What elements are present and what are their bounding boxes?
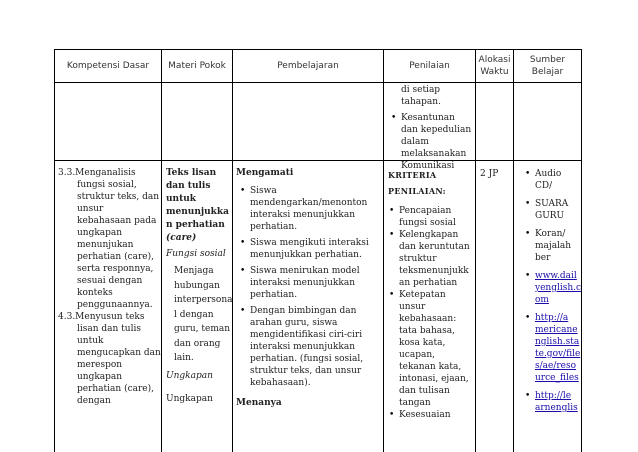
text-line: (care) (166, 233, 197, 243)
header-alokasi-waktu (476, 54, 513, 78)
text-line: melaksanakan (401, 149, 467, 159)
header-bottom-border (54, 82, 582, 83)
text-line: ungkapan (77, 372, 123, 382)
text-line: an perhatian (399, 278, 458, 288)
text-line: interaksi menunjukkan (250, 210, 356, 220)
text-line: n perhatian (166, 220, 225, 230)
text-line: • Siswa mengikuti interaksi (250, 238, 369, 248)
text-line: menunjukan (77, 240, 134, 250)
list-item (401, 112, 471, 172)
text-line: PENILAIAN: (388, 186, 446, 196)
text-line: • Kelengkapan (399, 230, 459, 240)
text-line: intonasi, ejaan, (399, 374, 469, 384)
list-item (399, 409, 470, 421)
list-item (535, 198, 581, 222)
text-line: te.gov/file (535, 349, 581, 359)
table-top-border (54, 49, 582, 50)
list-item (535, 168, 581, 192)
text-line: • Ketepatan (399, 290, 446, 300)
text-line: Waktu (480, 67, 509, 77)
materi-title (166, 167, 233, 245)
text-line: struktur teks, dan unsur (250, 366, 362, 376)
text-line: om (535, 295, 549, 305)
text-line: 3.3.Menganalisis (58, 168, 136, 178)
alokasi-waktu-value: 2 JP (480, 169, 499, 179)
col-line-6 (581, 49, 582, 452)
text-line: perhatian. (250, 222, 298, 232)
text-line: ber (535, 253, 551, 263)
text-line: urce_files (535, 373, 579, 383)
text-line: untuk (77, 336, 104, 346)
text-line: • Pencapaian (399, 206, 452, 216)
text-line: merespon (77, 360, 123, 370)
text-line: dalam (401, 137, 429, 147)
text-line: interaksi menunjukkan (250, 278, 356, 288)
text-line: interaksi menunjukkan (250, 342, 356, 352)
list-item (250, 185, 369, 233)
text-line: nglish.sta (535, 337, 580, 347)
text-line: fungsi sosial (399, 218, 456, 228)
text-line: lain. (174, 353, 194, 363)
resource-link-americanenglish[interactable] (535, 312, 581, 384)
text-line: KRITERIA (388, 170, 437, 180)
text-line: arahan guru, siswa (250, 318, 338, 328)
text-line: majalah (535, 241, 572, 251)
text-line: perhatian (care), (77, 252, 154, 262)
text-line: • Koran/ (535, 229, 566, 239)
text-line: teksmenunjukk (399, 266, 469, 276)
text-line: tata bahasa, (399, 326, 455, 336)
text-line: penggunaannya. (77, 300, 153, 310)
text-line: dan orang (174, 338, 221, 349)
mengamati-heading: Mengamati (236, 168, 294, 178)
header-materi-pokok: Materi Pokok (168, 61, 226, 71)
text-line: CD/ (535, 181, 553, 191)
materi-pokok-cell (166, 167, 233, 406)
text-line: • Siswa menirukan model (250, 266, 360, 276)
text-line: • Audio (535, 169, 562, 179)
menanya-heading: Menanya (236, 398, 282, 408)
text-line: guru, teman (174, 324, 231, 334)
text-line: • www.dail (535, 271, 577, 281)
text-line: dan tulisan (399, 386, 450, 396)
row-divider (54, 160, 582, 161)
text-line: konteks (77, 288, 113, 298)
text-line: l dengan (174, 309, 214, 320)
text-line: kebahasaan). (250, 378, 311, 388)
text-line: Komunikasi (401, 161, 455, 171)
text-line: ucapan, (399, 350, 435, 360)
text-line: tahapan. (401, 97, 441, 107)
sumber-belajar-cell (535, 168, 581, 414)
col-line-1 (161, 49, 162, 452)
text-line: menunjukka (166, 207, 229, 217)
text-line: serta responnya, (77, 264, 154, 274)
text-line: Sumber (529, 55, 566, 65)
text-line: • Dengan bimbingan dan (250, 306, 357, 316)
text-line: mengucapkan dan (77, 348, 161, 358)
col-line-0 (54, 49, 55, 452)
text-line: tekanan kata, (399, 362, 462, 372)
text-line: Belajar (531, 67, 564, 77)
list-item (399, 289, 470, 409)
resource-link-learnenglish[interactable] (535, 390, 581, 414)
text-line: struktur (399, 254, 437, 264)
penilaian-cell (388, 169, 470, 421)
text-line: hubungan (174, 280, 220, 291)
text-line: dengan (77, 396, 111, 406)
text-line: dan tulis (166, 181, 211, 191)
text-line: 4.3.Menyusun teks (58, 312, 145, 322)
text-line: untuk (166, 194, 197, 204)
text-line: Teks lisan (166, 168, 217, 178)
col-line-5 (513, 49, 514, 452)
text-line: mendengarkan/menonton (250, 198, 368, 208)
text-line: Alokasi (478, 55, 511, 65)
text-line: perhatian. (fungsi sosial, (250, 354, 364, 364)
text-line: tangan (399, 398, 431, 408)
text-line: dan keruntutan (399, 242, 470, 252)
fungsi-sosial-label: Fungsi sosial (166, 249, 226, 259)
list-item (399, 205, 470, 229)
ungkapan-label: Ungkapan (166, 370, 213, 381)
text-line: unsur (77, 204, 104, 214)
text-line: sesuai dengan (77, 276, 143, 286)
text-line: dan kepedulian (401, 125, 472, 135)
text-line: • SUARA (535, 199, 569, 209)
text-line: • http://le (535, 391, 572, 401)
text-line: • http://a (535, 313, 569, 323)
list-item (250, 305, 369, 389)
text-line: mericane (535, 325, 578, 335)
text-line: arnenglis (535, 403, 578, 413)
text-line: Menjaga (174, 266, 214, 276)
text-line: • Siswa (250, 186, 277, 196)
text-line: kebahasaan pada (77, 216, 157, 226)
text-line: struktur teks, dan (77, 192, 160, 202)
header-kompetensi-dasar: Kompetensi Dasar (66, 61, 150, 71)
header-pembelajaran: Pembelajaran (277, 61, 339, 71)
col-line-3 (383, 49, 384, 452)
text-line: interpersona (174, 295, 233, 305)
text-line: s/ae/reso (535, 361, 577, 371)
col-line-4 (475, 49, 476, 452)
text-line: unsur (399, 302, 426, 312)
text-line: perhatian (care), (77, 384, 154, 394)
text-line: • Kesantunan (401, 113, 455, 123)
text-line: GURU (535, 211, 565, 221)
kriteria-penilaian-heading (388, 169, 470, 197)
text-line: lisan dan tulis (77, 324, 141, 334)
text-line: kebahasaan: (399, 314, 457, 324)
text-line: ungkapan (77, 228, 123, 238)
text-line: perhatian. (250, 290, 298, 300)
pembelajaran-cell (236, 167, 369, 409)
text-line: • Kesesuaian (399, 410, 451, 420)
text-line: di setiap (401, 85, 441, 95)
text-line: yenglish.c (535, 283, 582, 293)
list-item (250, 265, 369, 301)
continued-penilaian (397, 84, 471, 172)
kompetensi-dasar-cell (58, 167, 161, 407)
text-line: kosa kata, (399, 338, 446, 348)
text-line: mengidentifikasi ciri-ciri (250, 330, 363, 340)
resource-link-dailyenglish[interactable] (535, 270, 581, 306)
list-item (250, 237, 369, 261)
text-line: fungsi sosial, (77, 180, 137, 190)
text-line: menunjukkan perhatian. (250, 250, 362, 260)
fungsi-sosial-text (166, 264, 233, 366)
ungkapan-text: Ungkapan (166, 393, 213, 404)
list-item (535, 228, 581, 264)
list-item (399, 229, 470, 289)
kd-item-3-3 (58, 167, 161, 311)
header-penilaian: Penilaian (409, 61, 450, 71)
kd-item-4-3 (58, 311, 161, 407)
header-sumber-belajar (514, 54, 581, 78)
